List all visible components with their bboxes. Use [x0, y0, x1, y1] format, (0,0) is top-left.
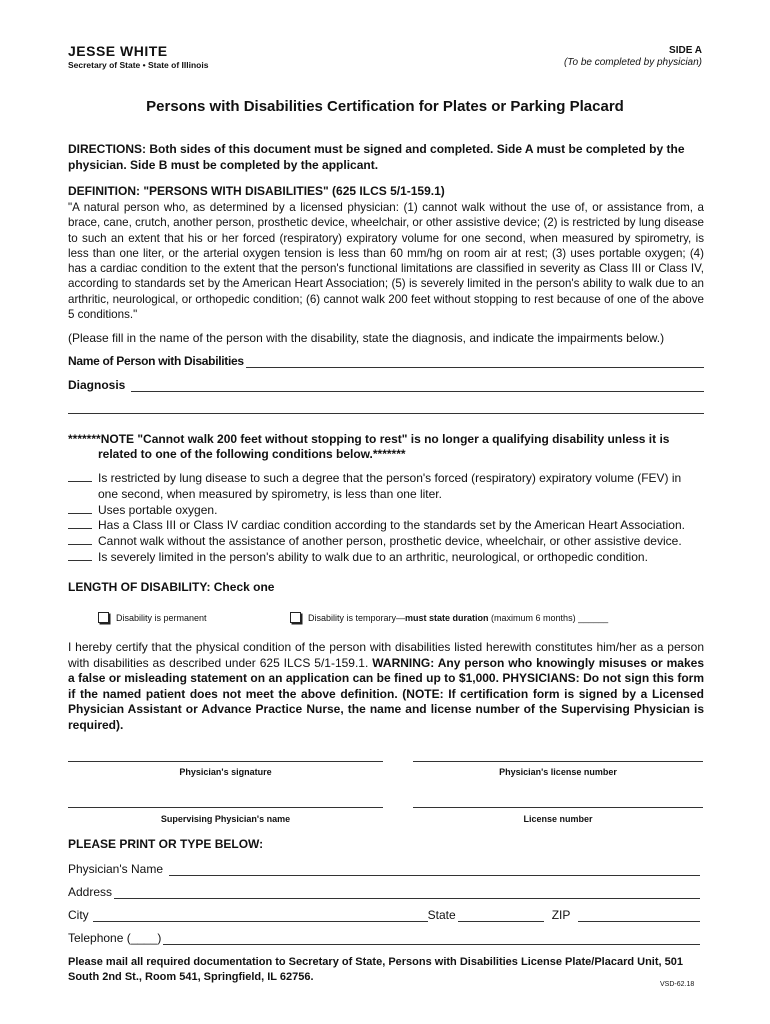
issuer-name: JESSE WHITE: [68, 43, 168, 59]
zip-line[interactable]: [578, 910, 700, 922]
permanent-label: Disability is permanent: [116, 612, 207, 623]
diagnosis-field-line[interactable]: [131, 380, 704, 392]
address-label: Address: [68, 885, 113, 899]
telephone-row[interactable]: [68, 931, 700, 945]
definition-heading: DEFINITION: "PERSONS WITH DISABILITIES" (625 ILCS 5/1-159.1): [68, 184, 445, 198]
condition-text: Is restricted by lung disease to such a degree that the person's forced (respiratory) expiratory volume (FEV) in: [98, 471, 682, 485]
physician-name-label: Physician's Name: [68, 862, 163, 876]
definition-body: "A natural person who, as determined by a licensed physician: (1) cannot walk without the use of, or assistance from, a brace, cane, crutch, another person, prosthetic device, wheelchair, or other assistive device; (2) is restricted by lung disease to such an extent that his or her forced (respiratory) expiratory volume for one second, when measured by spirometry, is less than one liter, or the arterial oxygen tension is less than 60 mm/hg on room air at rest; (3) uses portable oxygen; (4) has a cardiac condition to the extent that the person's functional limitations are classified in severity as Class III or Class IV, according to standards set by the American Heart Association; (5) is severely limited in the person's ability to walk due to an arthritic, neurological, or orthopedic condition; (6) cannot walk 200 feet without stopping to rest because of one of the above 5 conditions.": [68, 201, 704, 322]
condition-text: Uses portable oxygen.: [98, 502, 218, 517]
physician-signature-line[interactable]: [68, 761, 383, 762]
note-line-1: *******NOTE "Cannot walk 200 feet without stopping to rest" is no longer a qualifying disability unless it is: [68, 432, 670, 446]
certification-text: [68, 640, 704, 733]
telephone-line[interactable]: [163, 933, 700, 945]
physician-license-caption: Physician's license number: [499, 767, 617, 777]
certification-warning: WARNING: Any person who knowingly misuses or makes a false or misleading statement on an application can be fined up to $1,000. PHYSICIANS: Do not sign this form if the named patient does not meet the above definition. (NOTE: If certification form is signed by a Licensed Physician Assistant or Advance Practice Nurse, the name and license number of the Supervising Physician is required).: [68, 655, 704, 732]
condition-text: Cannot walk without the assistance of another person, prosthetic device, wheelchair, or other assistive device.: [98, 534, 682, 549]
address-row[interactable]: [68, 885, 700, 899]
state-label: State: [427, 908, 456, 922]
city-state-zip-row[interactable]: [68, 908, 700, 922]
condition-text: one second, when measured by spirometry, is less than one liter.: [98, 486, 442, 501]
certification-statement: I hereby certify that the physical condition of the person with disabilities listed herewith constitutes him/her as a person with disabilities as described under 625 ILCS 5/1-159.1.: [68, 640, 704, 670]
license-number-caption: License number: [523, 814, 593, 824]
condition-text: Is severely limited in the person's ability to walk due to an arthritic, neurological, or orthopedic condition.: [98, 549, 648, 564]
supervising-name-line[interactable]: [68, 807, 383, 808]
note-line-2: related to one of the following conditions below.*******: [98, 447, 406, 461]
condition-blank[interactable]: [68, 503, 92, 514]
supervising-name-caption: Supervising Physician's name: [160, 814, 291, 824]
mailing-instructions: Please mail all required documentation to Secretary of State, Persons with Disabilities License Plate/Placard Unit, 501 South 2nd St., Room 541, Springfield, IL 62756.: [68, 956, 683, 983]
form-version: VSD-62.18: [660, 981, 695, 988]
permanent-option[interactable]: [98, 612, 207, 623]
city-label: City: [68, 908, 89, 922]
physician-name-line[interactable]: [169, 864, 700, 876]
condition-item[interactable]: [68, 534, 708, 550]
condition-item[interactable]: [68, 550, 708, 566]
length-heading: LENGTH OF DISABILITY: Check one: [68, 580, 275, 594]
condition-text: Has a Class III or Class IV cardiac condition according to the standards set by the American Heart Association.: [98, 518, 685, 533]
city-line[interactable]: [93, 910, 428, 922]
physician-signature-caption: Physician's signature: [179, 767, 272, 777]
temporary-duration-label: must state duration: [405, 612, 489, 623]
condition-continuation: [68, 487, 708, 503]
conditions-list: [68, 471, 708, 566]
condition-blank[interactable]: [68, 471, 92, 482]
name-field-line[interactable]: [246, 356, 704, 368]
form-title: Persons with Disabilities Certification for Plates or Parking Placard: [146, 98, 624, 115]
temporary-option[interactable]: [290, 612, 608, 623]
temporary-duration-blank[interactable]: (maximum 6 months) ______: [488, 612, 609, 623]
print-heading: PLEASE PRINT OR TYPE BELOW:: [68, 837, 264, 851]
address-line[interactable]: [114, 887, 700, 899]
diagnosis-extra-line[interactable]: [68, 413, 704, 414]
physician-license-line[interactable]: [413, 761, 703, 762]
telephone-label: Telephone (____): [68, 931, 162, 945]
zip-label: ZIP: [551, 908, 571, 922]
instructions: (Please fill in the name of the person with the disability, state the diagnosis, and indicate the impairments below.): [68, 331, 665, 345]
diagnosis-field-label: Diagnosis: [68, 378, 126, 392]
condition-item[interactable]: [68, 518, 708, 534]
directions: DIRECTIONS: Both sides of this document must be signed and completed. Side A must be completed by the physician. Side B must be completed by the applicant.: [68, 142, 685, 172]
side-note: (To be completed by physician): [563, 57, 702, 68]
name-field-label: Name of Person with Disabilities: [68, 354, 244, 368]
license-number-line[interactable]: [413, 807, 703, 808]
condition-item[interactable]: [68, 471, 708, 487]
condition-item[interactable]: [68, 503, 708, 519]
name-field-row[interactable]: [68, 354, 704, 368]
temporary-checkbox[interactable]: [290, 612, 301, 623]
side-label: SIDE A: [669, 45, 702, 56]
issuer-subtitle: Secretary of State • State of Illinois: [68, 60, 209, 70]
condition-blank[interactable]: [68, 534, 92, 545]
temporary-label: Disability is temporary—: [308, 612, 406, 623]
diagnosis-field-row[interactable]: [68, 378, 704, 392]
condition-blank[interactable]: [68, 550, 92, 561]
physician-name-row[interactable]: [68, 862, 700, 876]
permanent-checkbox[interactable]: [98, 612, 109, 623]
state-line[interactable]: [458, 910, 544, 922]
condition-blank[interactable]: [68, 518, 92, 529]
